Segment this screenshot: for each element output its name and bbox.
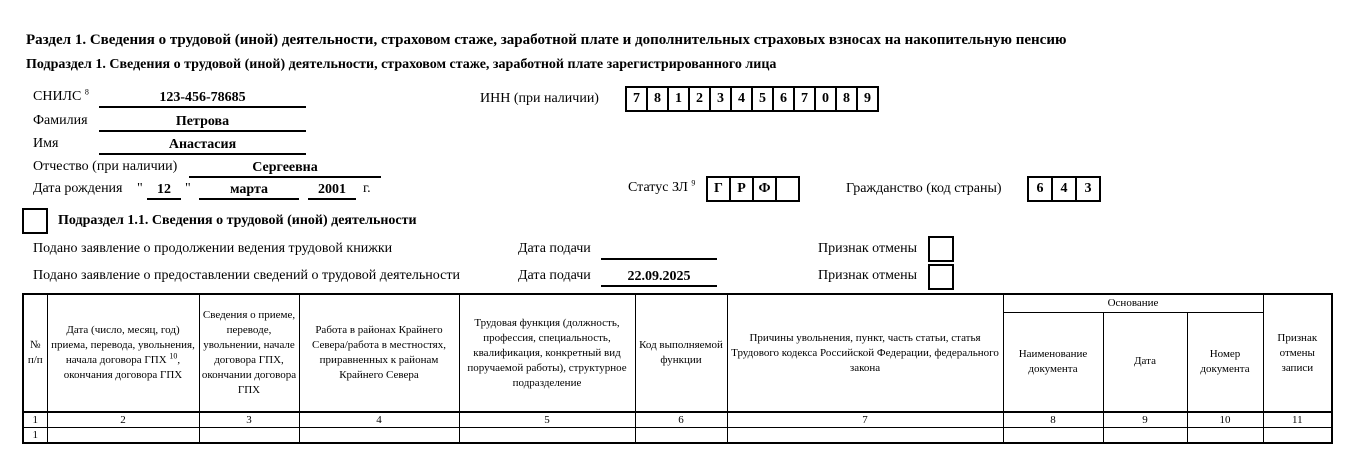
cell-event[interactable] — [199, 428, 299, 444]
cell-north[interactable] — [299, 428, 459, 444]
citizenship-cell: 4 — [1053, 178, 1077, 200]
citizenship-label: Гражданство (код страны) — [846, 181, 1002, 196]
citizenship-cell: 6 — [1029, 178, 1053, 200]
citizenship-cell: 3 — [1077, 178, 1101, 200]
birth-year-suffix: г. — [363, 181, 371, 196]
column-number: 5 — [459, 412, 635, 428]
column-number: 10 — [1187, 412, 1263, 428]
col-header-number: № п/п — [23, 294, 47, 412]
firstname-field[interactable]: Анастасия — [99, 136, 306, 155]
cell-function-code[interactable] — [635, 428, 727, 444]
inn-cells[interactable] — [625, 86, 879, 112]
col-header-date: Дата (число, месяц, год) приема, перевода, увольнения, начала договора ГПХ $^{10}$, окончания договора ГПХ — [47, 294, 199, 412]
inn-digit: 8 — [837, 88, 858, 110]
subsection-1-1-checkbox[interactable] — [22, 208, 48, 234]
column-number: 11 — [1263, 412, 1332, 428]
birth-quote-close: " — [185, 181, 191, 196]
inn-digit: 5 — [753, 88, 774, 110]
inn-digit: 7 — [627, 88, 648, 110]
column-number: 4 — [299, 412, 459, 428]
status-cells[interactable] — [706, 176, 800, 202]
table-row — [23, 428, 1332, 444]
snils-label: СНИЛС $^8$ — [33, 87, 89, 104]
col-header-function: Трудовая функция (должность, профессия, специальность, квалификация, конкретный вид поручаемой работы), структурное подразделение — [459, 294, 635, 412]
cell-cancel[interactable] — [1263, 428, 1332, 444]
inn-digit: 0 — [816, 88, 837, 110]
col-header-dismissal-reason: Причины увольнения, пункт, часть статьи, статья Трудового кодекса Российской Федерации, федерального закона — [727, 294, 1003, 412]
lastname-label: Фамилия — [33, 113, 88, 128]
inn-digit: 3 — [711, 88, 732, 110]
status-cell: Ф — [754, 178, 777, 200]
row-number: 1 — [23, 428, 47, 444]
col-header-doc-date: Дата — [1103, 312, 1187, 412]
patronymic-field[interactable]: Сергеевна — [189, 159, 381, 178]
snils-field[interactable]: 123-456-78685 — [99, 89, 306, 108]
firstname-label: Имя — [33, 136, 59, 151]
status-cell — [777, 178, 800, 200]
column-number: 1 — [23, 412, 47, 428]
column-number: 8 — [1003, 412, 1103, 428]
cell-doc-name[interactable] — [1003, 428, 1103, 444]
cell-doc-date[interactable] — [1103, 428, 1187, 444]
birth-quote-open: " — [137, 181, 143, 196]
cancel-checkbox-2[interactable] — [928, 264, 954, 290]
col-header-doc-name: Наименование документа — [1003, 312, 1103, 412]
inn-digit: 9 — [858, 88, 879, 110]
date-submitted-label-1: Дата подачи — [518, 241, 591, 256]
continue-book-text: Подано заявление о продолжении ведения трудовой книжки — [33, 241, 393, 256]
birth-day-field[interactable]: 12 — [147, 181, 181, 200]
subsection-1-1-title: Подраздел 1.1. Сведения о трудовой (иной) деятельности — [58, 213, 417, 228]
inn-digit: 6 — [774, 88, 795, 110]
inn-digit: 4 — [732, 88, 753, 110]
col-header-event: Сведения о приеме, переводе, увольнении, начале договора ГПХ, окончании договора ГПХ — [199, 294, 299, 412]
subsection-title: Подраздел 1. Сведения о трудовой (иной) деятельности, страховом стаже, заработной плате зарегистрированного лица — [26, 57, 777, 72]
column-number: 2 — [47, 412, 199, 428]
birthdate-label: Дата рождения — [33, 181, 123, 196]
birth-month-field[interactable]: марта — [199, 181, 299, 200]
patronymic-label: Отчество (при наличии) — [33, 159, 178, 174]
status-cell: Г — [708, 178, 731, 200]
col-header-doc-number: Номер документа — [1187, 312, 1263, 412]
date-submitted-field-2[interactable]: 22.09.2025 — [601, 268, 717, 287]
status-cell: Р — [731, 178, 754, 200]
citizenship-cells[interactable] — [1027, 176, 1101, 202]
cancel-label-2: Признак отмены — [818, 268, 918, 283]
column-number: 9 — [1103, 412, 1187, 428]
column-number: 6 — [635, 412, 727, 428]
col-header-function-code: Код выполняемой функции — [635, 294, 727, 412]
column-number: 3 — [199, 412, 299, 428]
inn-digit: 8 — [648, 88, 669, 110]
inn-digit: 2 — [690, 88, 711, 110]
status-label: Статус ЗЛ $^9$ — [628, 178, 696, 195]
col-header-basis: Основание — [1003, 294, 1263, 312]
lastname-field[interactable]: Петрова — [99, 113, 306, 132]
col-header-north: Работа в районах Крайнего Севера/работа в местностях, приравненных к районам Крайнего Севера — [299, 294, 459, 412]
cell-function[interactable] — [459, 428, 635, 444]
section-title: Раздел 1. Сведения о трудовой (иной) деятельности, страховом стаже, заработной плате и дополнительных страховых взносах на накопительную пенсию — [26, 32, 1067, 48]
date-submitted-label-2: Дата подачи — [518, 268, 591, 283]
birth-year-field[interactable]: 2001 — [308, 181, 356, 200]
cell-doc-number[interactable] — [1187, 428, 1263, 444]
provide-info-text: Подано заявление о предоставлении сведений о трудовой деятельности — [33, 268, 460, 283]
inn-digit: 1 — [669, 88, 690, 110]
cell-dismissal-reason[interactable] — [727, 428, 1003, 444]
employment-records-table — [22, 293, 1333, 444]
col-header-cancel: Признак отмены записи — [1263, 294, 1332, 412]
inn-label: ИНН (при наличии) — [480, 91, 599, 106]
inn-digit: 7 — [795, 88, 816, 110]
cancel-checkbox-1[interactable] — [928, 236, 954, 262]
column-number: 7 — [727, 412, 1003, 428]
cell-date[interactable] — [47, 428, 199, 444]
cancel-label-1: Признак отмены — [818, 241, 918, 256]
date-submitted-field-1[interactable] — [601, 241, 717, 260]
